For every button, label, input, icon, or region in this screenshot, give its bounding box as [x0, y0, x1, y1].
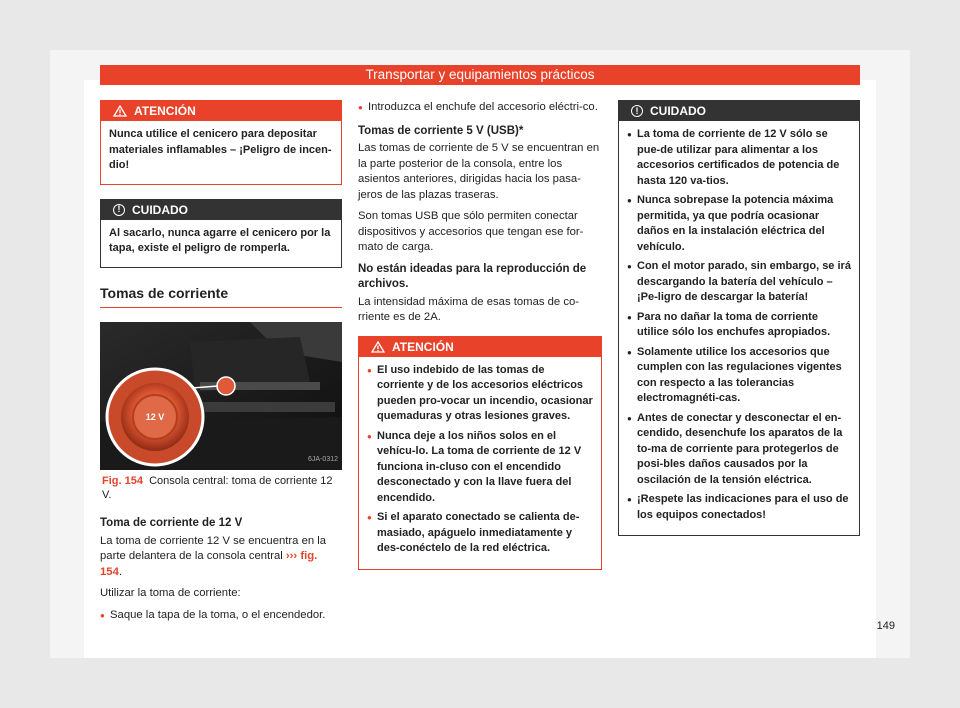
info-circle-icon: !: [113, 204, 125, 216]
figure-number: Fig. 154: [102, 475, 143, 487]
paragraph-12v-text: La toma de corriente 12 V se encuentra en la parte delantera de la consola central: [100, 534, 327, 562]
paragraph-usb-devices: Son tomas USB que sólo permiten conectar dispositivos y accesorios que tengan ese for-mato de carga.: [358, 210, 584, 253]
figure-reference-link[interactable]: ››› fig. 154: [100, 550, 318, 578]
care-box-text: Al sacarlo, nunca agarre el cenicero por la tapa, existe el peligro de romperla.: [109, 226, 331, 254]
warning-box-header: [359, 337, 601, 357]
warning-box-title: ATENCIÓN: [392, 339, 454, 354]
photo-code: 6JA-0312: [308, 455, 338, 463]
care-box-title: CUIDADO: [132, 202, 188, 217]
info-circle-icon: !: [631, 105, 643, 117]
list-item: ● Con el motor parado, sin embargo, se irá descargando la batería del vehículo – ¡Pe-ligro de descargar la batería!: [627, 259, 851, 306]
care-box-header: [101, 200, 341, 220]
list-item: ● Nunca deje a los niños solos en el vehícu-lo. La toma de corriente de 12 V funciona in-cluso con el encendido desconectado y con la llave fuera del encendido.: [367, 429, 593, 507]
warning-box-text: Nunca utilice el cenicero para depositar materiales inflamables – ¡Peligro de incen-dio!: [109, 128, 332, 171]
paragraph-12v-location: [100, 534, 342, 581]
list-item: ● Para no dañar la toma de corriente utilice sólo los enchufes apropiados.: [627, 310, 851, 341]
figure-caption-text: Consola central: toma de corriente 12 V.: [102, 475, 333, 501]
subheading-usb: Tomas de corriente 5 V (USB)*: [358, 124, 524, 137]
socket-label: 12 V: [145, 412, 165, 422]
section-title: Tomas de corriente: [100, 286, 342, 309]
list-item: ● Solamente utilice los accesorios que cumplen con las regulaciones vigentes con respecto a las tolerancias electromagnéti-cas.: [627, 345, 851, 407]
warning-triangle-icon: [113, 105, 127, 117]
column-right: [618, 100, 860, 550]
warning-box-header: [101, 101, 341, 121]
console-photo: [100, 322, 342, 470]
warning-box-title: ATENCIÓN: [134, 104, 196, 118]
column-middle: [358, 100, 602, 584]
list-item: ● Introduzca el enchufe del accesorio eléctri-co.: [358, 100, 602, 116]
care-box-ashtray: [100, 199, 342, 268]
paragraph-usb-location: Las tomas de corriente de 5 V se encuentran en la parte posterior de la consola, entre los asientos anteriores, dirigidas hacia los pasa-jeros de las plazas traseras.: [358, 142, 600, 201]
list-item: ● Saque la tapa de la toma, o el encendedor.: [100, 608, 342, 624]
page-number: 149: [876, 620, 895, 632]
list-item: ● El uso indebido de las tomas de corriente y de los accesorios eléctricos pueden pro-vocar un incendio, ocasionar quemaduras y otras lesiones graves.: [367, 363, 593, 425]
figure-caption: [100, 474, 342, 502]
list-item: ● Si el aparato conectado se calienta de-masiado, apáguelo inmediatamente y des-conéctelo de la red eléctrica.: [367, 510, 593, 557]
care-box-title: CUIDADO: [650, 104, 706, 118]
warning-triangle-icon: [371, 341, 385, 353]
list-item: ● ¡Respete las indicaciones para el uso de los equipos conectados!: [627, 492, 851, 523]
chapter-header: Transportar y equipamientos prácticos: [100, 65, 860, 85]
warning-box-ashtray: [100, 100, 342, 185]
paragraph-end: .: [118, 565, 122, 578]
list-item: ● La toma de corriente de 12 V sólo se pue-de utilizar para alimentar a los accesorios certificados de potencia de hasta 120 va-tios.: [627, 127, 851, 189]
list-item: ● Antes de conectar y desconectar el en-cendido, desenchufe los aparatos de la to-ma de corriente para protegerlos de posi-bles daños causados por la oscilación de la tensión eléctrica.: [627, 411, 851, 489]
list-item: ● Nunca sobrepase la potencia máxima permitida, ya que podría ocasionar daños en la instalación eléctrica del vehículo.: [627, 193, 851, 255]
care-box-sockets: [618, 100, 860, 536]
care-box-header: [619, 101, 859, 121]
paragraph-usb-current: La intensidad máxima de esas tomas de co-rriente es de 2A.: [358, 295, 580, 323]
subheading-no-playback: No están ideadas para la reproducción de archivos.: [358, 262, 587, 290]
paragraph-usage: Utilizar la toma de corriente:: [100, 587, 241, 599]
subheading-12v: Toma de corriente de 12 V: [100, 517, 243, 529]
console-illustration: [100, 322, 342, 470]
warning-box-sockets: [358, 336, 602, 570]
column-left: [100, 100, 342, 627]
